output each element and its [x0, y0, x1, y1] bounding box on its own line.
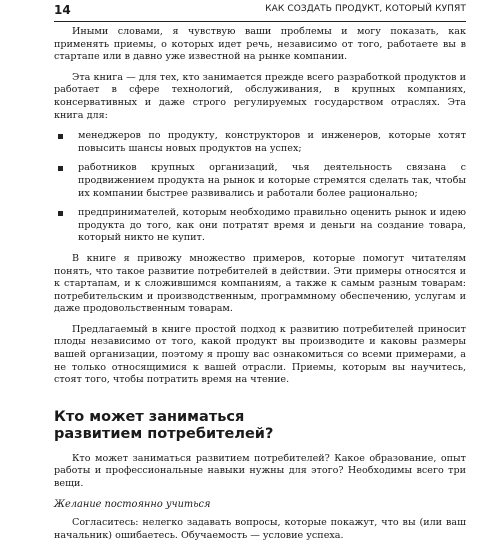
list-item-text: менеджеров по продукту, конструкторов и инженеров, которые хотят повысить шансы новых продуктов на успех; [78, 130, 466, 154]
subsection-paragraph: Согласитесь: нелегко задавать вопросы, которые покажут, что вы (или ваш начальник) ошибаетесь. Обучаемость — условие успеха. [54, 517, 466, 541]
list-item [54, 130, 466, 155]
running-title: КАК СОЗДАТЬ ПРОДУКТ, КОТОРЫЙ КУПЯТ [265, 4, 466, 14]
body-paragraph: Эта книга — для тех, кто занимается прежде всего разработкой продуктов и работает в сфере технологий, обслуживания, в крупных компаниях, консервативных и даже строго регулируемых государством отраслях. Эта книга для: [54, 71, 466, 121]
header-rule [54, 21, 466, 22]
square-bullet-icon [58, 134, 63, 139]
page-header [54, 3, 466, 21]
body-paragraph: Предлагаемый в книге простой подход к развитию потребителей приносит плоды независимо от того, какой продукт вы производите и каковы размеры вашей организации, поэтому я прошу вас ознакомиться со всеми примерами, а не только относящимися к вашей отрасли. Приемы, которым вы научитесь, стоят того, чтобы потратить время на чтение. [54, 323, 466, 386]
list-item [54, 207, 466, 245]
list-item-text: работников крупных организаций, чья деятельность связана с продвижением продукта на рынок и которые стремятся сделать так, чтобы их компании быстрее развивались и работали более рационально; [78, 162, 466, 199]
square-bullet-icon [58, 211, 63, 216]
section-intro: Кто может заниматься развитием потребителей? Какое образование, опыт работы и профессиональные навыки нужны для этого? Необходимы всего три вещи. [54, 452, 466, 490]
list-item-text: предпринимателей, которым необходимо правильно оценить рынок и идею продукта до того, как они потратят время и деньги на создание товара, который никто не купит. [78, 207, 466, 244]
body-paragraph: В книге я привожу множество примеров, которые помогут читателям понять, что такое развитие потребителей в действии. Эти примеры относятся и к стартапам, и к сложившимся компаниям, а также к самым разным товарам: потребительским и производственным, программному обеспечению, услугам и даже продовольственным товарам. [54, 252, 466, 315]
square-bullet-icon [58, 166, 63, 171]
body-paragraph: Иными словами, я чувствую ваши проблемы и могу показать, как применять приемы, о которых идет речь, независимо от того, работаете вы в стартапе или в давно уже известной на рынке компании. [54, 26, 466, 63]
list-item [54, 162, 466, 200]
audience-list [54, 130, 466, 245]
subsection-heading: Желание постоянно учиться [54, 498, 211, 510]
page-body [54, 26, 466, 550]
page-number: 14 [54, 3, 71, 17]
section-heading [54, 409, 466, 443]
section-heading-line: развитием потребителей? [54, 425, 274, 442]
section-heading-line: Кто может заниматься [54, 408, 245, 425]
